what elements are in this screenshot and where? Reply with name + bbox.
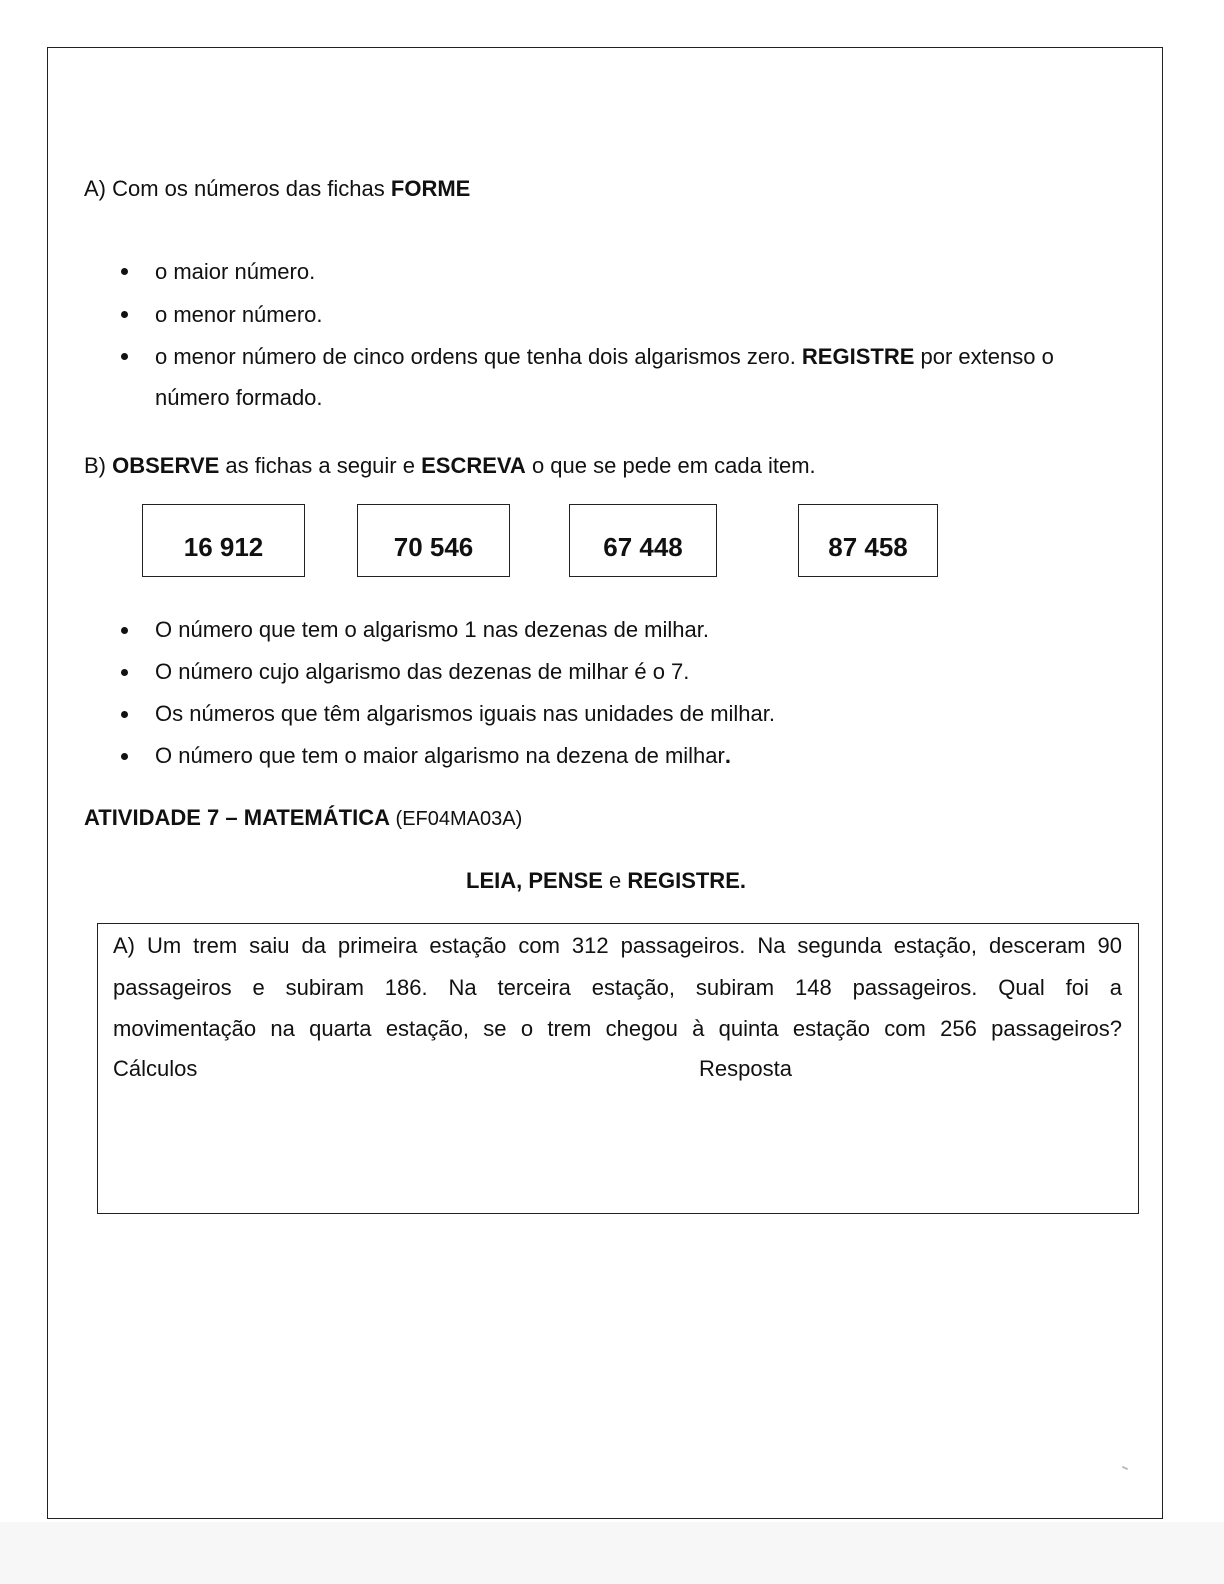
instruction-leia-pense: LEIA, PENSE [466,868,603,893]
section-a-bullet-2: o menor número. [155,302,323,327]
section-b-suffix: o que se pede em cada item. [525,453,816,478]
bullet-icon [121,268,128,275]
activity-code: (EF04MA03A) [389,808,523,830]
answer-label: Resposta [699,1056,792,1081]
instruction-registre: REGISTRE. [627,868,746,893]
calculations-label: Cálculos [113,1056,198,1081]
bullet-3-text-b: por extenso o [914,344,1054,369]
section-b-bullet-2: O número cujo algarismo das dezenas de milhar é o 7. [155,659,690,684]
bullet-icon [121,627,128,634]
section-a-forme: FORME [390,176,471,201]
bullet-4-period: . [724,743,731,768]
bottom-margin [0,1522,1224,1584]
section-b-escreva: ESCREVA [421,453,526,478]
bullet-icon [121,353,128,360]
section-b-heading [84,452,816,480]
section-a-bullet-1: o maior número. [155,259,316,284]
section-a-label: A) Com os números das fichas [84,176,391,201]
instruction-e: e [602,868,628,893]
section-b-observe: OBSERVE [112,453,220,478]
bullet-4-text: O número que tem o maior algarismo na dezena de milhar [155,743,725,768]
bullet-icon [121,311,128,318]
number-card-3: 67 448 [569,504,717,577]
bullet-3-registre: REGISTRE [801,344,915,369]
question-box [97,923,1139,1214]
section-b-prefix: B) [84,453,113,478]
number-card-2: 70 546 [357,504,510,577]
section-a-bullet-3-line-2: número formado. [155,385,323,410]
section-b-bullet-1: O número que tem o algarismo 1 nas dezenas de milhar. [155,617,709,642]
bullet-3-text-a: o menor número de cinco ordens que tenha dois algarismos zero. [155,344,802,369]
number-card-4: 87 458 [798,504,938,577]
question-line-3: movimentação na quarta estação, se o trem chegou à quinta estação com 256 passageiros? [113,1016,1122,1041]
section-b-bullet-4 [155,742,731,770]
instruction-line [0,867,1212,895]
question-line-1: A) Um trem saiu da primeira estação com 312 passageiros. Na segunda estação, desceram 90 [113,933,1122,958]
section-b-mid: as fichas a seguir e [219,453,422,478]
activity-title-bold: ATIVIDADE 7 – MATEMÁTICA [84,805,390,830]
bullet-icon [121,669,128,676]
bullet-icon [121,711,128,718]
question-line-2: passageiros e subiram 186. Na terceira estação, subiram 148 passageiros. Qual foi a [113,975,1122,1000]
section-a-bullet-3-line-1 [155,343,1054,371]
section-b-bullet-3: Os números que têm algarismos iguais nas unidades de milhar. [155,701,775,726]
bullet-icon [121,753,128,760]
number-card-1: 16 912 [142,504,305,577]
section-a-heading [84,175,470,203]
activity-title [84,804,522,833]
